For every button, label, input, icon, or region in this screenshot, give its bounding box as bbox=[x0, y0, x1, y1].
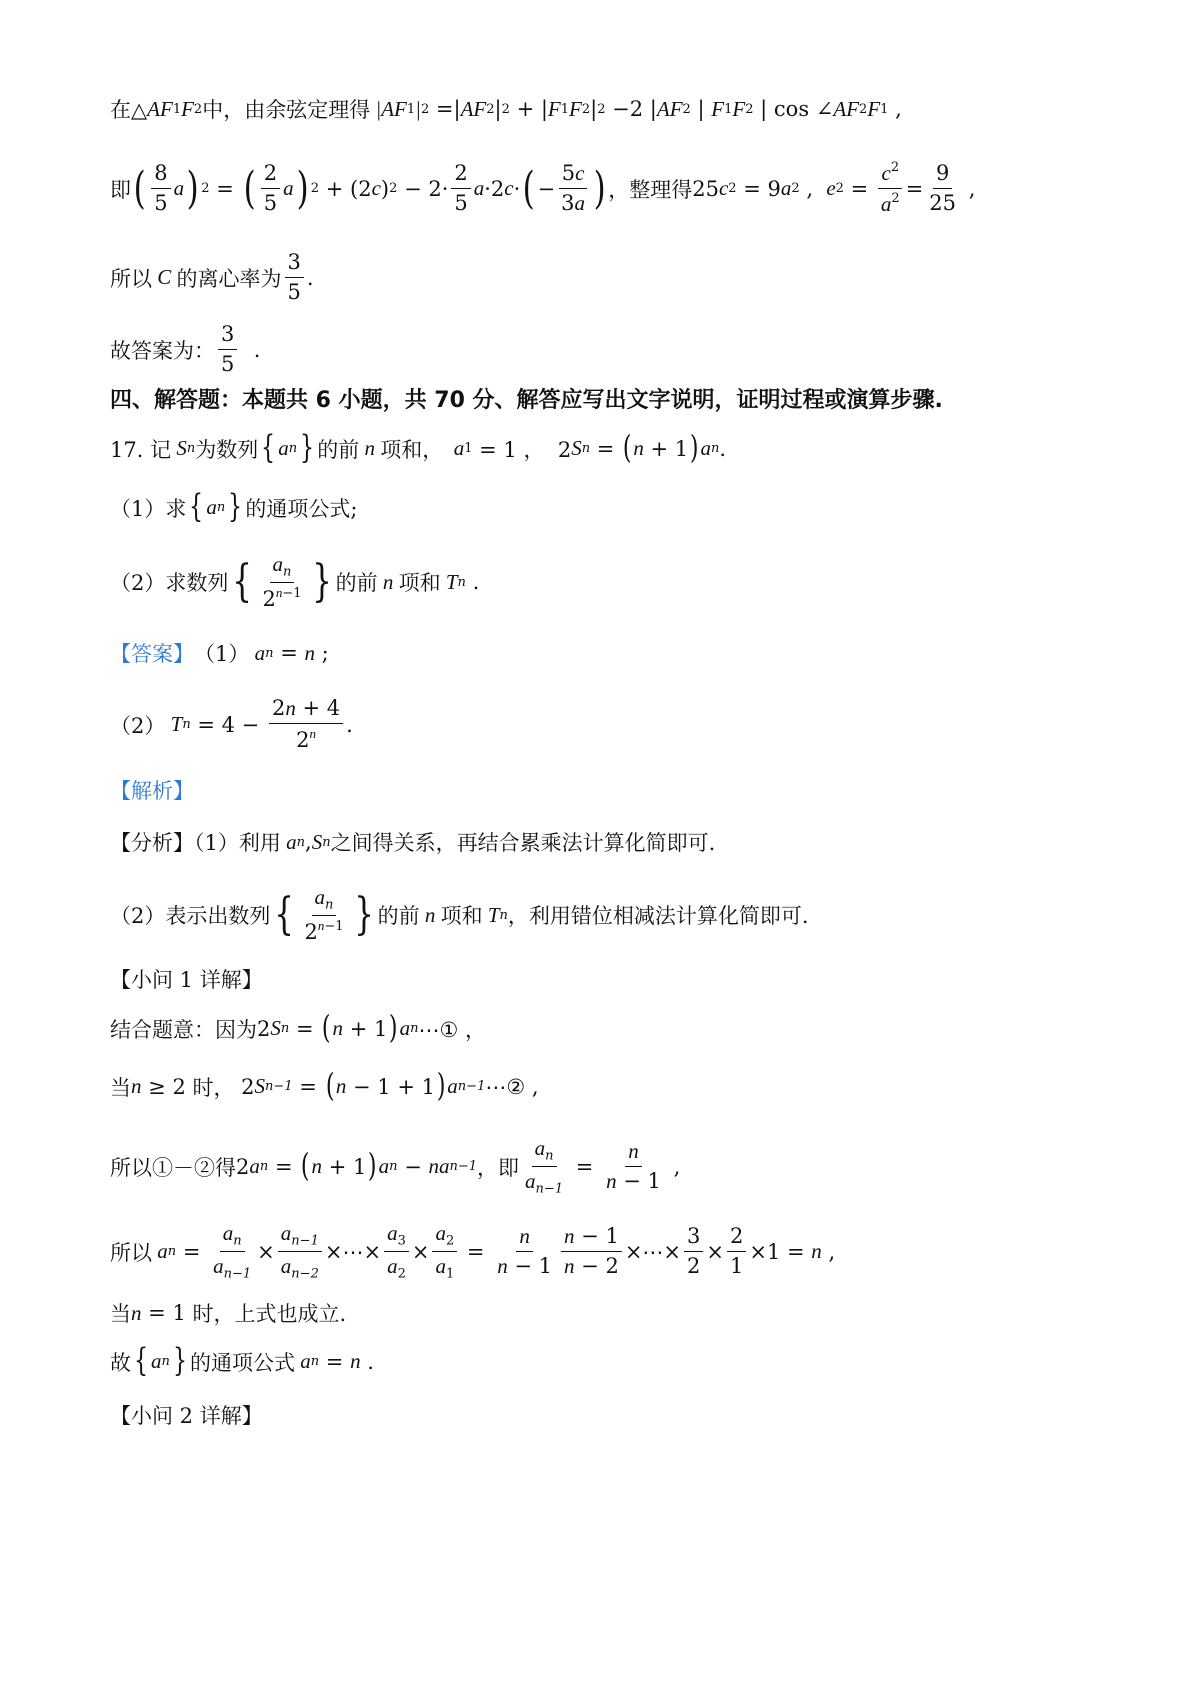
cosine-law-line: 在△ AF 1 F 2 中，由余弦定理得 |AF 1 | 2 =| AF 2 | 2 + | F 1 F 2 | 2 −2 | AF 2 | F 1 F 2 | cos ∠ AF 2 F 1 , bbox=[110, 96, 902, 122]
answer-part-2: （2） T n = 4 − $\frac{2n + 4}{2^n}$ . bbox=[110, 696, 353, 753]
answer-part-1: 【答案】 （1） a n = n ; bbox=[110, 638, 1140, 668]
subquestion-2-heading: 【小问 2 详解】 bbox=[110, 1404, 263, 1428]
eccentricity-line: 所以 C 的离心率为 $\frac{3}{5}$ . bbox=[110, 250, 314, 305]
section-heading: 四、解答题：本题共 6 小题，共 70 分、解答应写出文字说明，证明过程或演算步骤. bbox=[110, 388, 943, 413]
analysis-part-1: 【分析】（1）利用 a n , S n 之间得关系，再结合累乘法计算化简即可. bbox=[110, 829, 716, 855]
solution-step-4: 所以 a n = $\frac{a_n}{a_{n-1}}$ × $\frac{a_{n-1}}{a_{n-2}}$ ×⋯× $\frac{a_3}{a_2}$ × $\frac{a_2}{a_1}$ = $\frac{n}{n - 1}$ $\frac{n - 1}{n - 2}$ ×⋯× $\frac{3}{2}$ × $\frac{2}{1}$ ×1 = n , bbox=[110, 1221, 836, 1282]
question-part-1: （1）求 { a n } 的通项公式; bbox=[110, 489, 358, 525]
solution-step-6: 故 { a n } 的通项公式 a n = n . bbox=[110, 1343, 374, 1379]
question-part-2: （2）求数列 { $\frac{a_n}{2^{n-1}}$ } 的前 n 项和 T n . bbox=[110, 552, 480, 612]
equation-expand-line: 即 ( $\frac{8}{5}$ a ) 2 = ( $\frac{2}{5}$ a ) 2 + (2 c ) 2 − 2· $\frac{2}{5}$ a ·2 c · ( − $\frac{5c}{3a}$ ) ，整理得 25 c 2 = 9 a 2 , e 2 = $\frac{c^2}{a^2}$ = $\frac{9}{25}$ , bbox=[110, 160, 976, 217]
answer-line: 故答案为： $\frac{3}{5}$ . bbox=[110, 322, 261, 377]
solution-step-5: 当 n = 1 时，上式也成立. bbox=[110, 1300, 347, 1326]
solution-step-1: 结合题意：因为 2 S n = ( n + 1 ) a n ⋯① ， bbox=[110, 1010, 487, 1046]
analysis-label: 【解析】 bbox=[110, 779, 194, 803]
analysis-part-2: （2）表示出数列 { $\frac{a_n}{2^{n-1}}$ } 的前 n 项和 T n ，利用错位相减法计算化简即可. bbox=[110, 885, 809, 945]
solution-step-2: 当 n ≥ 2 时， 2 S n−1 = ( n − 1 + 1 ) a n−1 ⋯② , bbox=[110, 1068, 539, 1104]
subquestion-1-heading: 【小问 1 详解】 bbox=[110, 968, 263, 992]
solution-step-3: 所以①－②得 2 a n = ( n + 1 ) a n − na n−1 ，即 $\frac{a_n}{a_{n-1}}$ = $\frac{n}{n - 1}$ , bbox=[110, 1136, 681, 1197]
question-17: 17. 记 S n 为数列 { a n } 的前 n 项和， a 1 = 1 ， 2 S n = ( n + 1 ) a n . bbox=[110, 430, 727, 466]
answer-label: 【答案】 bbox=[110, 642, 194, 666]
